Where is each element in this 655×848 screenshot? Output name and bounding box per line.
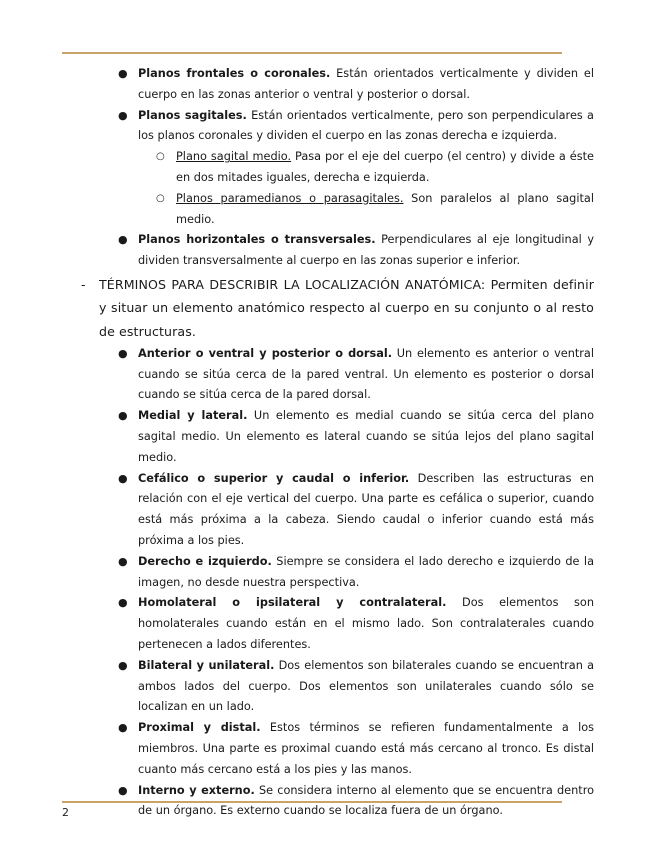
term-title: Proximal y distal. xyxy=(138,721,261,735)
section-text: TÉRMINOS PARA DESCRIBIR LA LOCALIZACIÓN ANATÓMICA: Permiten definir y situar un elemento anatómico respecto al cuerpo en su conjunto o al resto de estructuras. xyxy=(99,276,594,339)
list-item xyxy=(118,64,594,106)
sub-list-item xyxy=(156,189,594,231)
term-text: Están orientados verticalmente, pero son perpendiculares a los planos coronales y dividen el cuerpo en las zonas derecha e izquierda. xyxy=(138,108,594,143)
term-text: Describen las estructuras en relación con el eje vertical del cuerpo. Una parte es cefálica o superior, cuando está más próxima a la cabeza. Siendo caudal o inferior cuando está más próxima a los pies. xyxy=(138,471,595,548)
term-text: Un elemento es medial cuando se sitúa cerca del plano sagital medio. Un elemento es lateral cuando se sitúa lejos del plano sagital medio. xyxy=(138,409,594,464)
term-title: Planos horizontales o transversales. xyxy=(138,233,376,247)
bullet-icon: ● xyxy=(118,346,128,360)
header-rule xyxy=(62,52,562,54)
circle-bullet-icon: ○ xyxy=(156,192,165,204)
bullet-icon: ● xyxy=(118,596,128,610)
list-item xyxy=(118,656,594,718)
term-title: Homolateral o ipsilateral y contralateral. xyxy=(138,596,447,610)
bullet-icon: ● xyxy=(118,658,128,672)
list-item xyxy=(118,552,594,594)
circle-bullet-icon: ○ xyxy=(156,151,165,163)
list-item xyxy=(118,406,594,468)
term-title: Anterior o ventral y posterior o dorsal. xyxy=(138,346,393,360)
list-item xyxy=(118,469,595,552)
term-text: Un elemento es anterior o ventral cuando se sitúa cerca de la pared ventral. Un elemento es posterior o dorsal cuando se sitúa cerca de la pared dorsal. xyxy=(138,346,594,402)
bullet-icon: ● xyxy=(118,233,128,247)
bullet-icon: ● xyxy=(118,409,128,423)
list-item xyxy=(118,593,594,655)
term-text: Dos elementos son bilaterales cuando se encuentran a ambos lados del cuerpo. Dos elementos son unilaterales cuando sólo se localizan en un lado. xyxy=(138,658,594,714)
list-item xyxy=(118,230,595,272)
term-title: Cefálico o superior y caudal o inferior. xyxy=(138,471,410,485)
list-item xyxy=(118,106,594,148)
bullet-icon: ● xyxy=(118,108,128,122)
term-title: Medial y lateral. xyxy=(138,409,248,423)
bullet-icon: ● xyxy=(118,554,128,568)
term-text: Perpendiculares al eje longitudinal y dividen transversalmente al cuerpo en las zonas superior e inferior. xyxy=(138,233,595,268)
subterm-title: Planos paramedianos o parasagitales. xyxy=(176,191,404,205)
bullet-icon: ● xyxy=(118,721,128,735)
subterm-text: Pasa por el eje del cuerpo (el centro) y divide a éste en dos mitades iguales, derecha e izquierda. xyxy=(176,150,594,184)
bullet-icon: ● xyxy=(118,783,128,797)
page-number: 2 xyxy=(62,806,69,819)
subterm-text: Son paralelos al plano sagital medio. xyxy=(176,191,594,226)
term-title: Derecho e izquierdo. xyxy=(138,554,272,568)
list-item xyxy=(118,344,594,406)
term-title: Planos frontales o coronales. xyxy=(138,67,331,80)
term-title: Bilateral y unilateral. xyxy=(138,658,275,672)
sub-list-item xyxy=(156,147,594,189)
term-title: Planos sagitales. xyxy=(138,108,247,122)
section-paragraph xyxy=(81,273,594,343)
subterm-title: Plano sagital medio. xyxy=(176,150,292,164)
document-body xyxy=(0,64,655,822)
term-text: Siempre se considera el lado derecho e izquierdo de la imagen, no desde nuestra perspectiva. xyxy=(138,554,594,589)
term-text: Estos términos se refieren fundamentalmente a los miembros. Una parte es proximal cuando está más cercano al tronco. Es distal cuanto más cercano está a los pies y las manos. xyxy=(138,721,595,776)
term-text: Están orientados verticalmente y dividen el cuerpo en las zonas anterior o ventral y posterior o dorsal. xyxy=(138,67,594,101)
bullet-icon: ● xyxy=(118,67,128,80)
footer-rule xyxy=(62,801,562,803)
term-title: Interno y externo. xyxy=(138,783,255,797)
bullet-icon: ● xyxy=(118,471,128,485)
dash-bullet-icon: - xyxy=(81,276,86,292)
list-item xyxy=(118,718,595,780)
term-text: Se considera interno al elemento que se encuentra dentro de un órgano. Es externo cuando se localiza fuera de un órgano. xyxy=(138,783,594,818)
term-text: Dos elementos son homolaterales cuando están en el mismo lado. Son contralaterales cuando pertenecen a lados diferentes. xyxy=(138,596,594,652)
